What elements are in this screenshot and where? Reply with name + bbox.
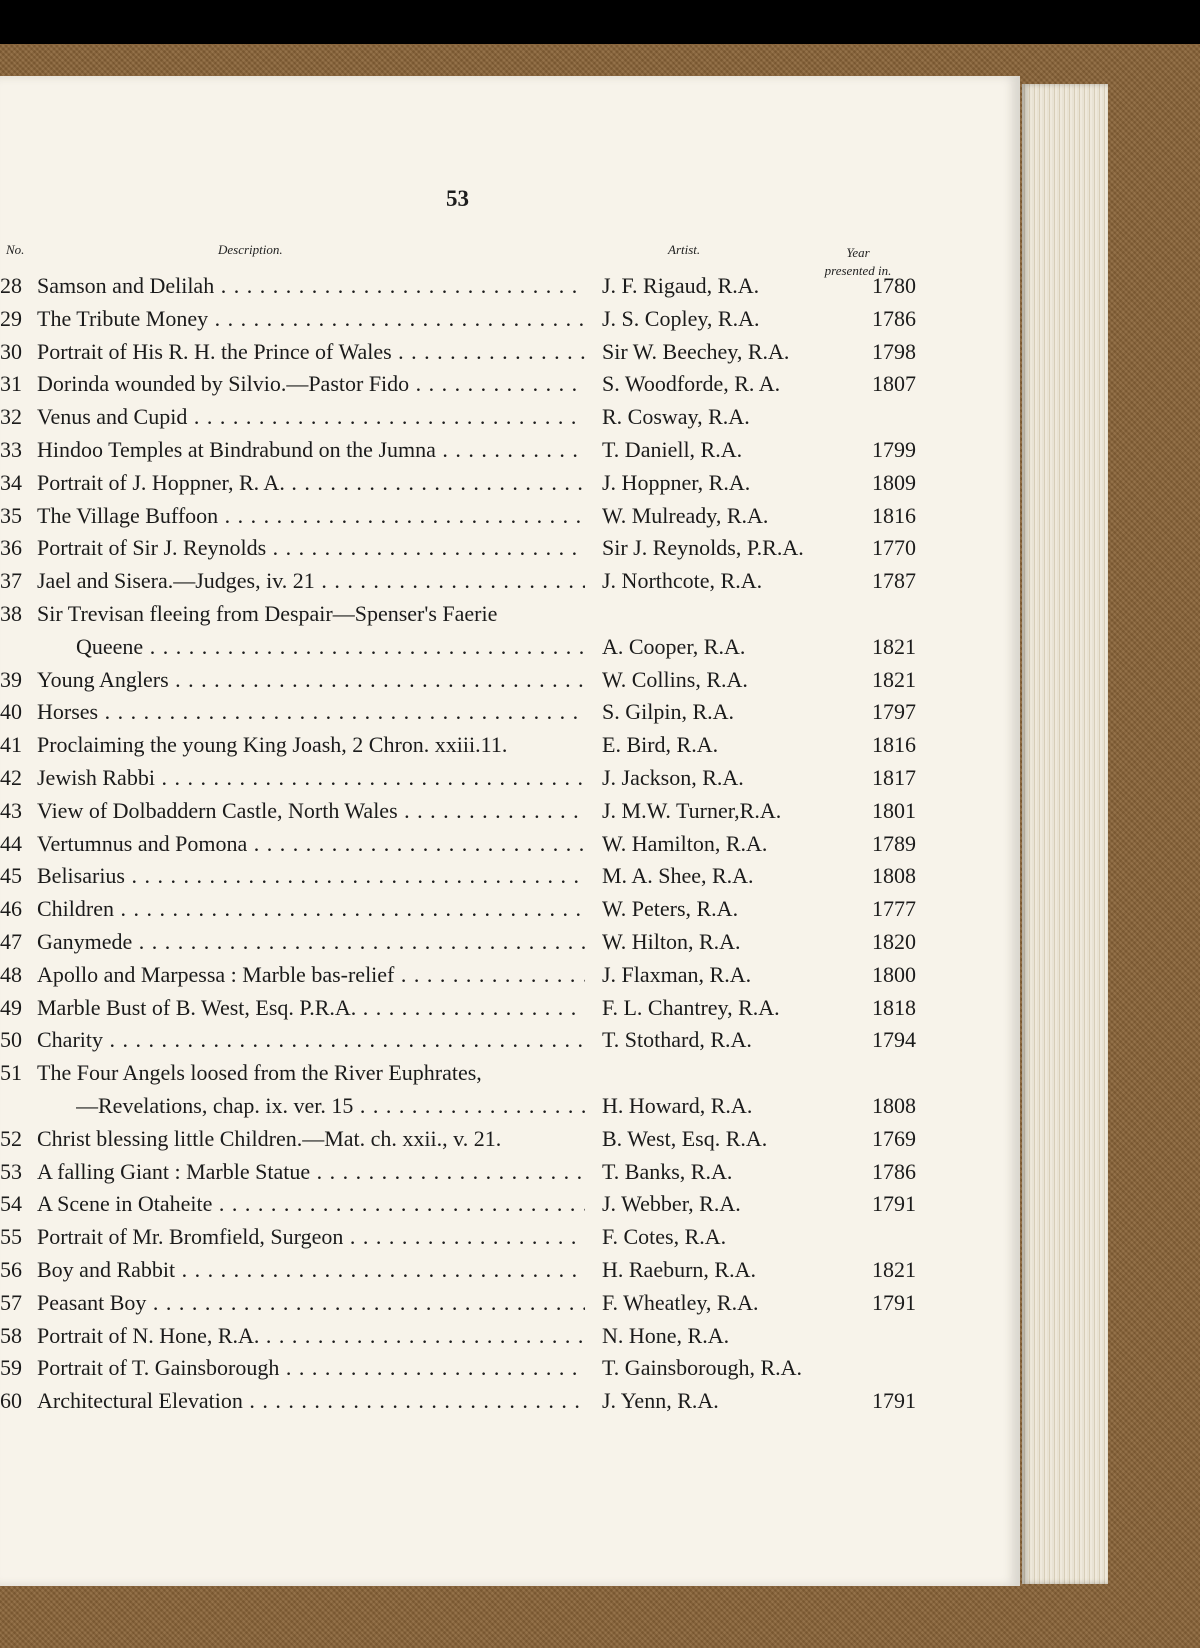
item-year: 1821 — [872, 1256, 916, 1282]
item-number: 44 — [0, 830, 22, 856]
item-description: Hindoo Temples at Bindrabund on the Jumna . . . — [37, 437, 585, 463]
list-item — [0, 501, 960, 534]
item-description: View of Dolbaddern Castle, North Wales . . . — [37, 798, 585, 824]
item-number: 54 — [0, 1191, 22, 1217]
item-year: 1816 — [872, 502, 916, 528]
item-number: 50 — [0, 1027, 22, 1053]
item-artist: F. Wheatley, R.A. — [602, 1289, 759, 1315]
item-description: Architectural Elevation . . . — [37, 1388, 585, 1414]
item-year: 1821 — [872, 633, 916, 659]
list-item — [0, 304, 960, 337]
item-artist: W. Collins, R.A. — [602, 666, 748, 692]
item-description: Jewish Rabbi . . . — [37, 765, 585, 791]
item-year: 1808 — [872, 1092, 916, 1118]
item-year: 1777 — [872, 896, 916, 922]
item-description: A falling Giant : Marble Statue . . . — [37, 1159, 585, 1185]
item-artist: W. Mulready, R.A. — [602, 502, 769, 528]
list-item — [0, 1386, 960, 1419]
item-number: 49 — [0, 994, 22, 1020]
item-year: 1797 — [872, 699, 916, 725]
list-item — [0, 435, 960, 468]
item-number: 29 — [0, 305, 22, 331]
list-item — [0, 1321, 960, 1354]
item-artist: Sir J. Reynolds, P.R.A. — [602, 535, 804, 561]
item-artist: J. F. Rigaud, R.A. — [602, 273, 760, 298]
item-year: 1818 — [872, 994, 916, 1020]
header-year-line1: Year — [846, 245, 870, 260]
item-artist: J. Flaxman, R.A. — [602, 961, 752, 987]
header-no: No. — [6, 242, 25, 257]
list-item — [0, 861, 960, 894]
item-description: Portrait of J. Hoppner, R. A. . . . — [37, 470, 585, 496]
item-number: 45 — [0, 863, 22, 889]
list-item — [0, 796, 960, 829]
list-item — [0, 1091, 960, 1124]
item-artist: S. Gilpin, R.A. — [602, 699, 735, 725]
item-artist: T. Stothard, R.A. — [602, 1027, 752, 1053]
list-item — [0, 533, 960, 566]
list-item — [0, 632, 960, 665]
item-artist: J. Hoppner, R.A. — [602, 469, 751, 495]
item-number: 60 — [0, 1388, 22, 1414]
item-year: 1807 — [872, 371, 916, 397]
item-artist: F. Cotes, R.A. — [602, 1224, 727, 1250]
item-number: 33 — [0, 436, 22, 462]
item-description: Ganymede . . . — [37, 929, 585, 955]
item-number: 35 — [0, 502, 22, 528]
item-number: 39 — [0, 666, 22, 692]
item-artist: R. Cosway, R.A. — [602, 404, 750, 430]
item-number: 30 — [0, 338, 22, 364]
item-year: 1791 — [872, 1289, 916, 1315]
item-description: Jael and Sisera.—Judges, iv. 21 . . . — [37, 568, 585, 594]
item-description: Boy and Rabbit . . . — [37, 1257, 585, 1283]
item-description: Children . . . — [37, 896, 585, 922]
list-item — [0, 894, 960, 927]
item-year: 1799 — [872, 436, 916, 462]
item-description: The Tribute Money . . . — [37, 306, 585, 332]
item-description: Dorinda wounded by Silvio.—Pastor Fido . . . — [37, 371, 585, 397]
item-description: Horses . . . — [37, 699, 585, 725]
item-year: 1820 — [872, 928, 916, 954]
item-description: The Village Buffoon . . . — [37, 503, 585, 529]
item-artist: T. Gainsborough, R.A. — [602, 1355, 803, 1381]
item-artist: J. Yenn, R.A. — [602, 1388, 719, 1414]
item-year: 1821 — [872, 666, 916, 692]
item-number: 56 — [0, 1256, 22, 1282]
item-year: 1769 — [872, 1125, 916, 1151]
item-number: 31 — [0, 371, 22, 397]
list-item — [0, 1255, 960, 1288]
item-description: Portrait of T. Gainsborough . . . — [37, 1355, 585, 1381]
item-number: 28 — [0, 273, 22, 298]
list-item — [0, 1189, 960, 1222]
item-artist: B. West, Esq. R.A. — [602, 1125, 768, 1151]
item-year: 1770 — [872, 535, 916, 561]
list-item — [0, 1124, 960, 1157]
item-number: 55 — [0, 1224, 22, 1250]
item-year: 1794 — [872, 1027, 916, 1053]
item-artist: J. Webber, R.A. — [602, 1191, 741, 1217]
item-number: 51 — [0, 1060, 22, 1086]
item-artist: J. Northcote, R.A. — [602, 568, 763, 594]
list-item — [0, 271, 960, 304]
item-artist: J. S. Copley, R.A. — [602, 305, 760, 331]
item-description: Sir Trevisan fleeing from Despair—Spenser's Faerie — [37, 600, 498, 626]
item-artist: S. Woodforde, R. A. — [602, 371, 781, 397]
item-number: 47 — [0, 928, 22, 954]
item-number: 58 — [0, 1322, 22, 1348]
list-item — [0, 993, 960, 1026]
list-item — [0, 599, 960, 632]
item-number: 43 — [0, 797, 22, 823]
item-number: 40 — [0, 699, 22, 725]
item-year: 1808 — [872, 863, 916, 889]
item-year: 1801 — [872, 797, 916, 823]
header-artist: Artist. — [668, 242, 701, 257]
header-description: Description. — [218, 242, 283, 257]
list-item — [0, 1353, 960, 1386]
item-artist: W. Hamilton, R.A. — [602, 830, 768, 856]
item-description: A Scene in Otaheite . . . — [37, 1191, 585, 1217]
item-description: Marble Bust of B. West, Esq. P.R.A. . . . — [37, 995, 585, 1021]
item-artist: M. A. Shee, R.A. — [602, 863, 754, 889]
item-number: 42 — [0, 764, 22, 790]
item-description: Queene . . . — [76, 634, 585, 660]
item-artist: W. Peters, R.A. — [602, 896, 739, 922]
list-item — [0, 468, 960, 501]
item-year: 1798 — [872, 338, 916, 364]
item-year: 1800 — [872, 961, 916, 987]
item-description: Christ blessing little Children.—Mat. ch. xxii., v. 21. — [37, 1125, 502, 1151]
item-artist: T. Banks, R.A. — [602, 1158, 733, 1184]
list-item — [0, 763, 960, 796]
item-year: 1791 — [872, 1388, 916, 1414]
item-description: Portrait of Sir J. Reynolds . . . — [37, 535, 585, 561]
list-item — [0, 369, 960, 402]
item-description: Young Anglers . . . — [37, 667, 585, 693]
item-artist: A. Cooper, R.A. — [602, 633, 746, 659]
list-item — [0, 337, 960, 370]
list-item — [0, 927, 960, 960]
item-number: 53 — [0, 1158, 22, 1184]
item-artist: F. L. Chantrey, R.A. — [602, 994, 780, 1020]
item-year: 1816 — [872, 732, 916, 758]
item-description: Samson and Delilah . . . — [37, 273, 585, 299]
item-number: 48 — [0, 961, 22, 987]
item-number: 32 — [0, 404, 22, 430]
list-item — [0, 697, 960, 730]
item-description: Portrait of N. Hone, R.A. . . . — [37, 1323, 585, 1349]
item-description: Belisarius . . . — [37, 863, 585, 889]
item-year: 1780 — [872, 273, 916, 298]
item-artist: J. M.W. Turner,R.A. — [602, 797, 782, 823]
item-year: 1791 — [872, 1191, 916, 1217]
item-artist: H. Howard, R.A. — [602, 1092, 753, 1118]
list-item — [0, 1058, 960, 1091]
list-item — [0, 566, 960, 599]
list-item — [0, 1288, 960, 1321]
item-artist: H. Raeburn, R.A. — [602, 1256, 756, 1282]
item-description: Venus and Cupid . . . — [37, 404, 585, 430]
page-number: 53 — [446, 186, 469, 211]
item-description: Portrait of His R. H. the Prince of Wales . . . — [37, 339, 585, 365]
item-year: 1789 — [872, 830, 916, 856]
header-year-line2: presented in. — [824, 263, 892, 278]
item-year: 1817 — [872, 764, 916, 790]
item-year: 1786 — [872, 1158, 916, 1184]
item-description: Vertumnus and Pomona . . . — [37, 831, 585, 857]
item-number: 37 — [0, 568, 22, 594]
list-item — [0, 1222, 960, 1255]
item-number: 41 — [0, 732, 22, 758]
item-artist: Sir W. Beechey, R.A. — [602, 338, 790, 364]
item-description: Proclaiming the young King Joash, 2 Chron. xxiii.11. — [37, 732, 508, 758]
item-artist: E. Bird, R.A. — [602, 732, 719, 758]
page-edges — [1022, 84, 1108, 1584]
item-number: 46 — [0, 896, 22, 922]
item-artist: T. Daniell, R.A. — [602, 436, 743, 462]
item-description: Apollo and Marpessa : Marble bas-relief . . . — [37, 962, 585, 988]
item-artist: N. Hone, R.A. — [602, 1322, 730, 1348]
item-year: 1809 — [872, 469, 916, 495]
item-number: 36 — [0, 535, 22, 561]
item-description: Portrait of Mr. Bromfield, Surgeon . . . — [37, 1224, 585, 1250]
item-description: The Four Angels loosed from the River Euphrates, — [37, 1060, 482, 1086]
list-item — [0, 1025, 960, 1058]
list-item — [0, 829, 960, 862]
list-item — [0, 730, 960, 763]
item-number: 52 — [0, 1125, 22, 1151]
item-description: Peasant Boy . . . — [37, 1290, 585, 1316]
item-number: 38 — [0, 600, 22, 626]
item-number: 34 — [0, 469, 22, 495]
item-artist: W. Hilton, R.A. — [602, 928, 741, 954]
item-year: 1786 — [872, 305, 916, 331]
item-number: 57 — [0, 1289, 22, 1315]
item-description: —Revelations, chap. ix. ver. 15 . . . — [76, 1093, 585, 1119]
list-item — [0, 960, 960, 993]
list-item — [0, 402, 960, 435]
item-description: Charity . . . — [37, 1027, 585, 1053]
list-item — [0, 665, 960, 698]
item-year: 1787 — [872, 568, 916, 594]
item-artist: J. Jackson, R.A. — [602, 764, 744, 790]
list-item — [0, 1157, 960, 1190]
exhibit-list — [0, 271, 960, 1419]
item-number: 59 — [0, 1355, 22, 1381]
